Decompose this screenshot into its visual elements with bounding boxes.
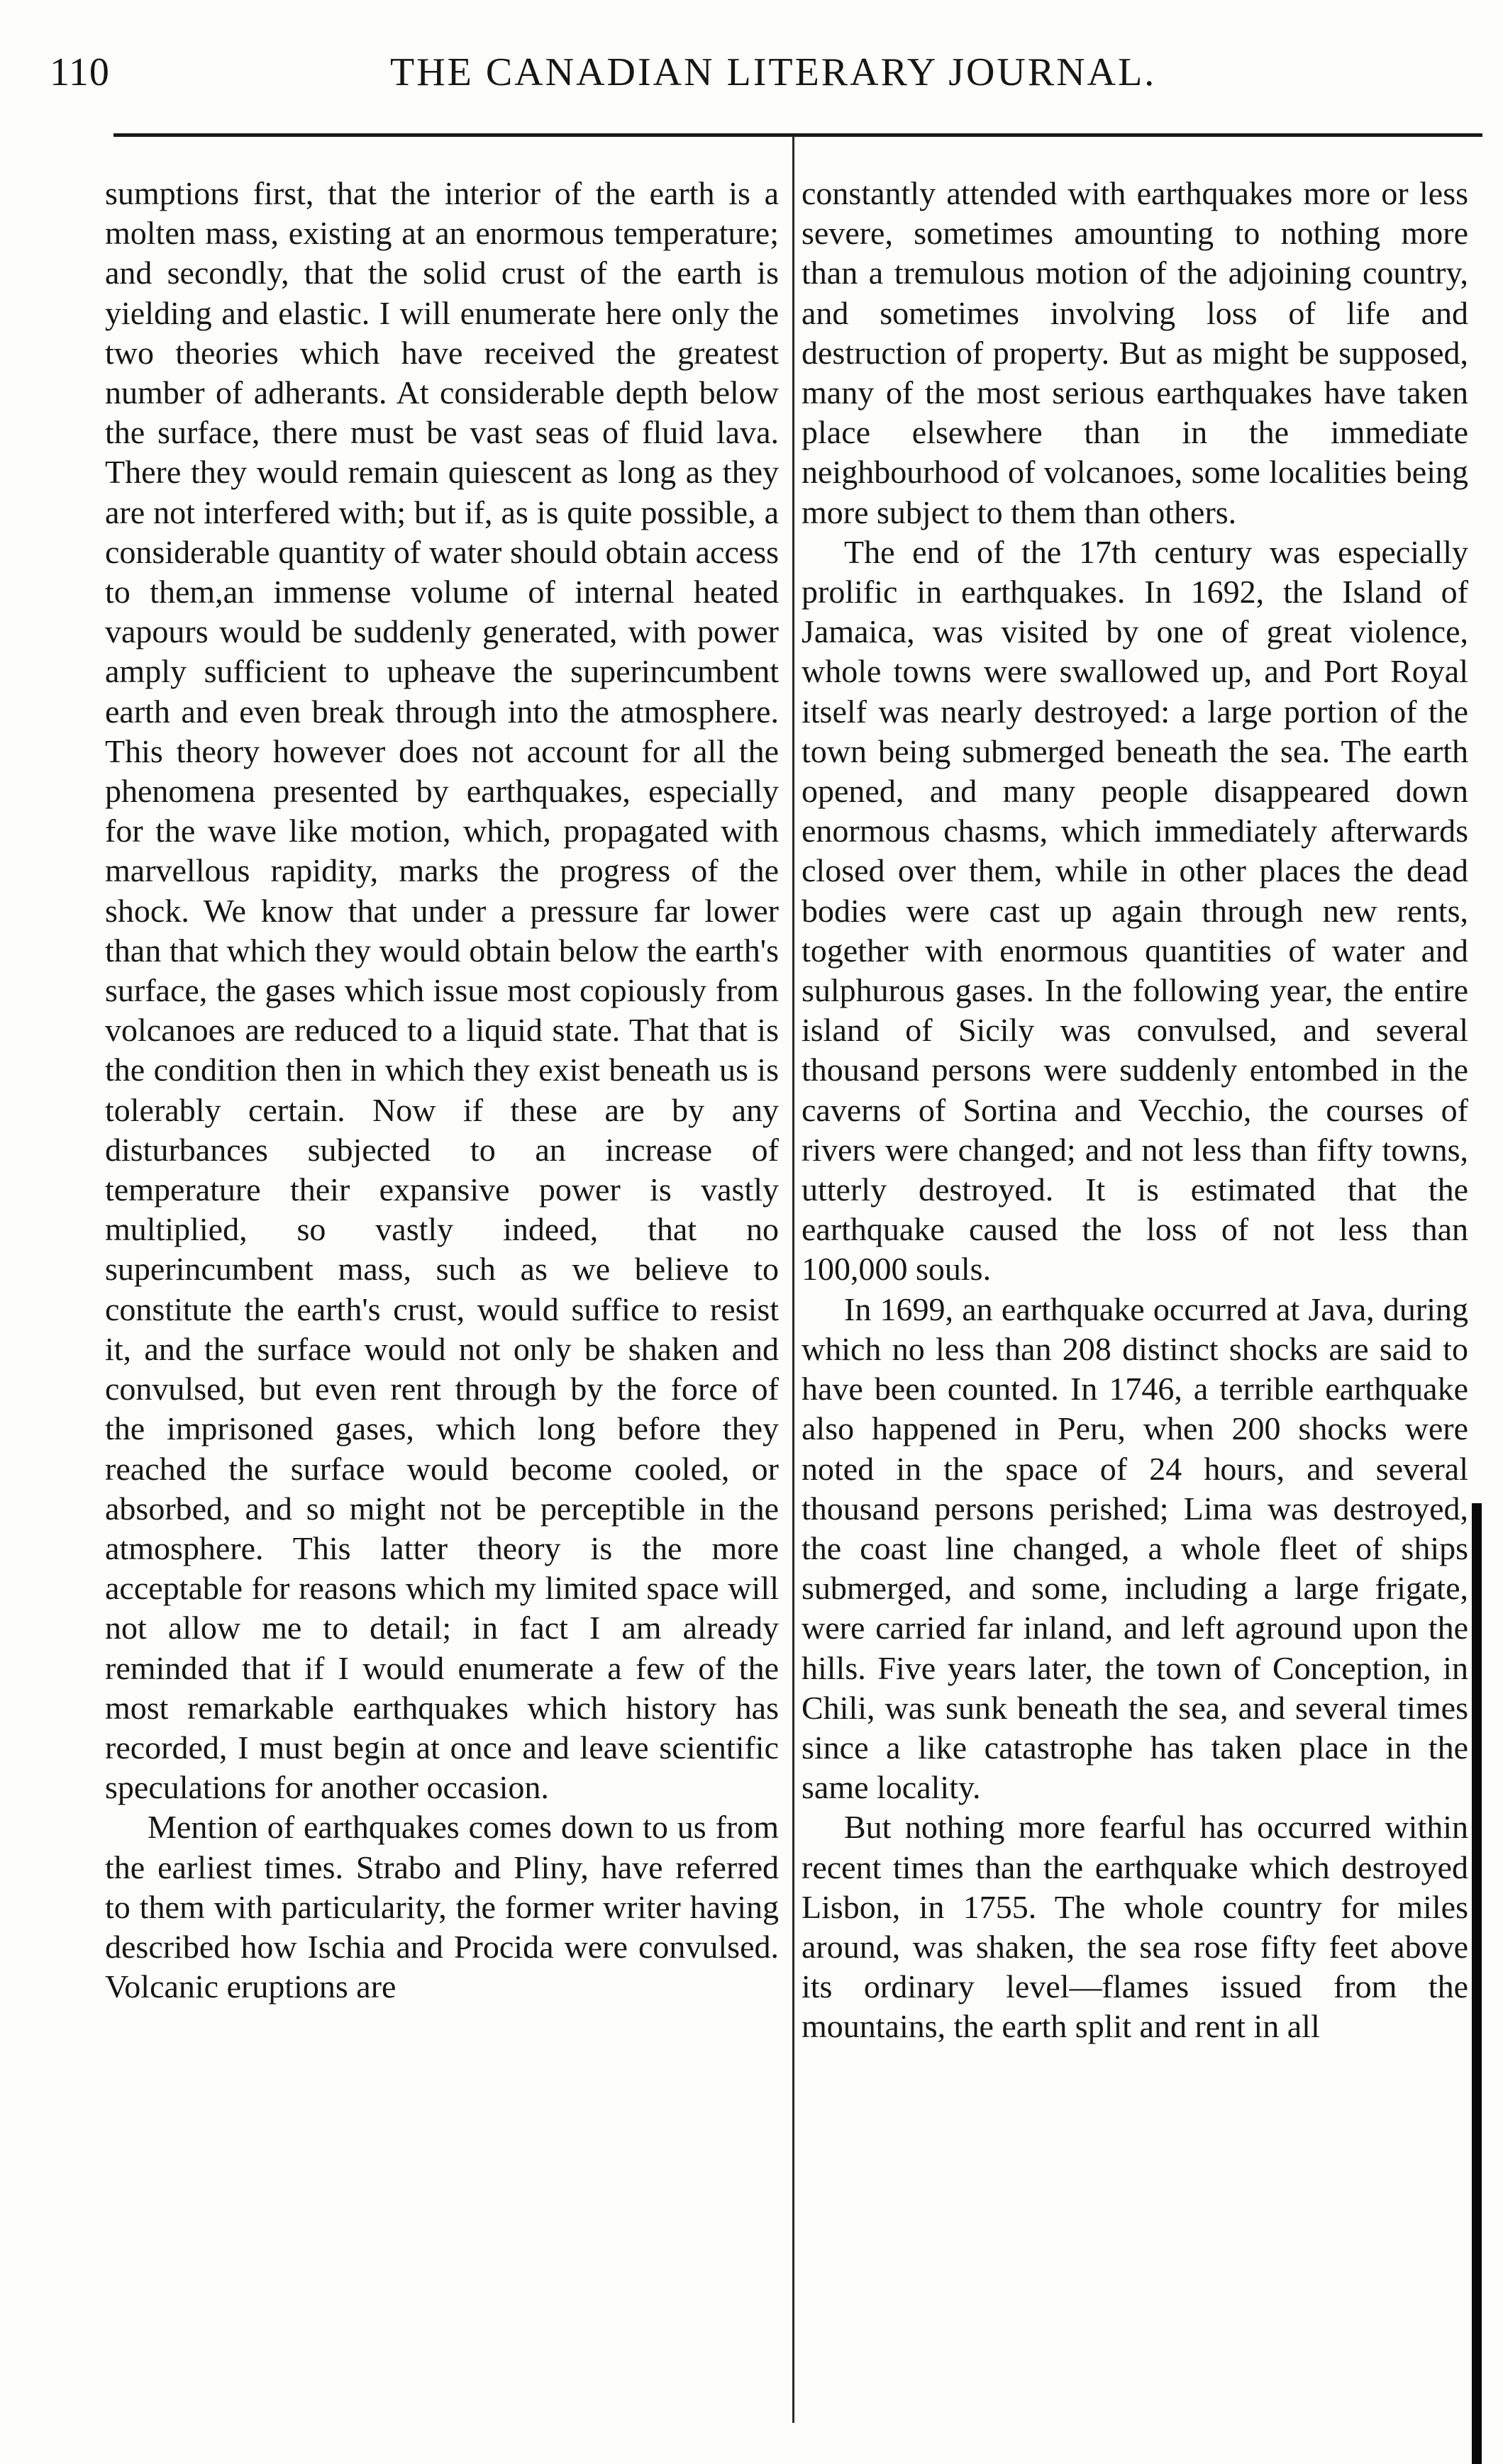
running-title: THE CANADIAN LITERARY JOURNAL. [390, 50, 1157, 94]
left-column [105, 174, 779, 2007]
right-column [802, 174, 1468, 2047]
right-paragraph-2: The end of the 17th century was especially prolific in earthquakes. In 1692, the Island of Jamaica, was visited by one of great violence, whole towns were swallowed up, and Port Royal itself was nearly destroyed: a large portion of the town being submerged beneath the sea. The earth opened, and many people disappeared down enormous chasms, which immediately afterwards closed over them, while in other places the dead bodies were cast up again through new rents, together with enormous quantities of water and sulphurous gases. In the following year, the entire island of Sicily was convulsed, and several thousand persons were suddenly entombed in the caverns of Sortina and Vecchio, the courses of rivers were changed; and not less than fifty towns, utterly destroyed. It is estimated that the earthquake caused the loss of not less than 100,000 souls. [802, 533, 1468, 1288]
left-paragraph-1: sumptions first, that the interior of the earth is a molten mass, existing at an enormous temperature; and secondly, that the solid crust of the earth is yielding and elastic. I will enumerate here only the two theories which have received the greatest number of adherants. At considerable depth below the surface, there must be vast seas of fluid lava. There they would remain quiescent as long as they are not interfered with; but if, as is quite possible, a considerable quantity of water should obtain access to them,an immense volume of internal heated vapours would be suddenly generated, with power amply sufficient to upheave the superincumbent earth and even break through into the atmosphere. This theory however does not account for all the phenomena presented by earthquakes, especially for the wave like motion, which, propagated with marvellous rapidity, marks the progress of the shock. We know that under a pressure far lower than that which they would obtain below the earth's surface, the gases which issue most copiously from volcanoes are reduced to a liquid state. That that is the condition then in which they exist beneath us is tolerably certain. Now if these are by any disturbances subjected to an increase of temperature their expansive power is vastly multiplied, so vastly indeed, that no superincumbent mass, such as we believe to constitute the earth's crust, would suffice to resist it, and the surface would not only be shaken and convulsed, but even rent through by the force of the imprisoned gases, which long before they reached the surface would become cooled, or absorbed, and so might not be perceptible in the atmosphere. This latter theory is the more acceptable for reasons which my limited space will not allow me to detail; in fact I am already reminded that if I would enumerate a few of the most remarkable earthquakes which history has recorded, I must begin at once and leave scientific speculations for another occasion. [105, 175, 779, 1806]
page-number: 110 [50, 50, 110, 94]
scan-edge-shadow [1472, 1503, 1482, 2464]
right-paragraph-3: In 1699, an earthquake occurred at Java, during which no less than 208 distinct shocks are said to have been counted. In 1746, a terrible earthquake also happened in Peru, when 200 shocks were noted in the space of 24 hours, and several thousand persons perished; Lima was destroyed, the coast line changed, a whole fleet of ships submerged, and some, including a large frigate, were carried far inland, and left aground upon the hills. Five years later, the town of Conception, in Chili, was sunk beneath the sea, and several times since a like catastrophe has taken place in the same locality. [802, 1290, 1468, 1806]
right-paragraph-4: But nothing more fearful has occurred within recent times than the earthquake which destroyed Lisbon, in 1755. The whole country for miles around, was shaken, the sea rose fifty feet above its ordinary level—flames issued from the mountains, the earth split and rent in all [802, 1809, 1468, 2045]
page-header [50, 44, 1213, 101]
left-paragraph-2: Mention of earthquakes comes down to us from the earliest times. Strabo and Pliny, have referred to them with particularity, the former writer having described how Ischia and Procida were convulsed. Volcanic eruptions are [105, 1809, 779, 2005]
header-rule [113, 133, 1482, 137]
right-paragraph-1: constantly attended with earthquakes more or less severe, sometimes amounting to nothing more than a tremulous motion of the adjoining country, and sometimes involving loss of life and destruction of property. But as might be supposed, many of the most serious earthquakes have taken place elsewhere than in the immediate neighbourhood of volcanoes, some localities being more subject to them than others. [802, 175, 1468, 530]
column-divider [792, 136, 794, 2423]
